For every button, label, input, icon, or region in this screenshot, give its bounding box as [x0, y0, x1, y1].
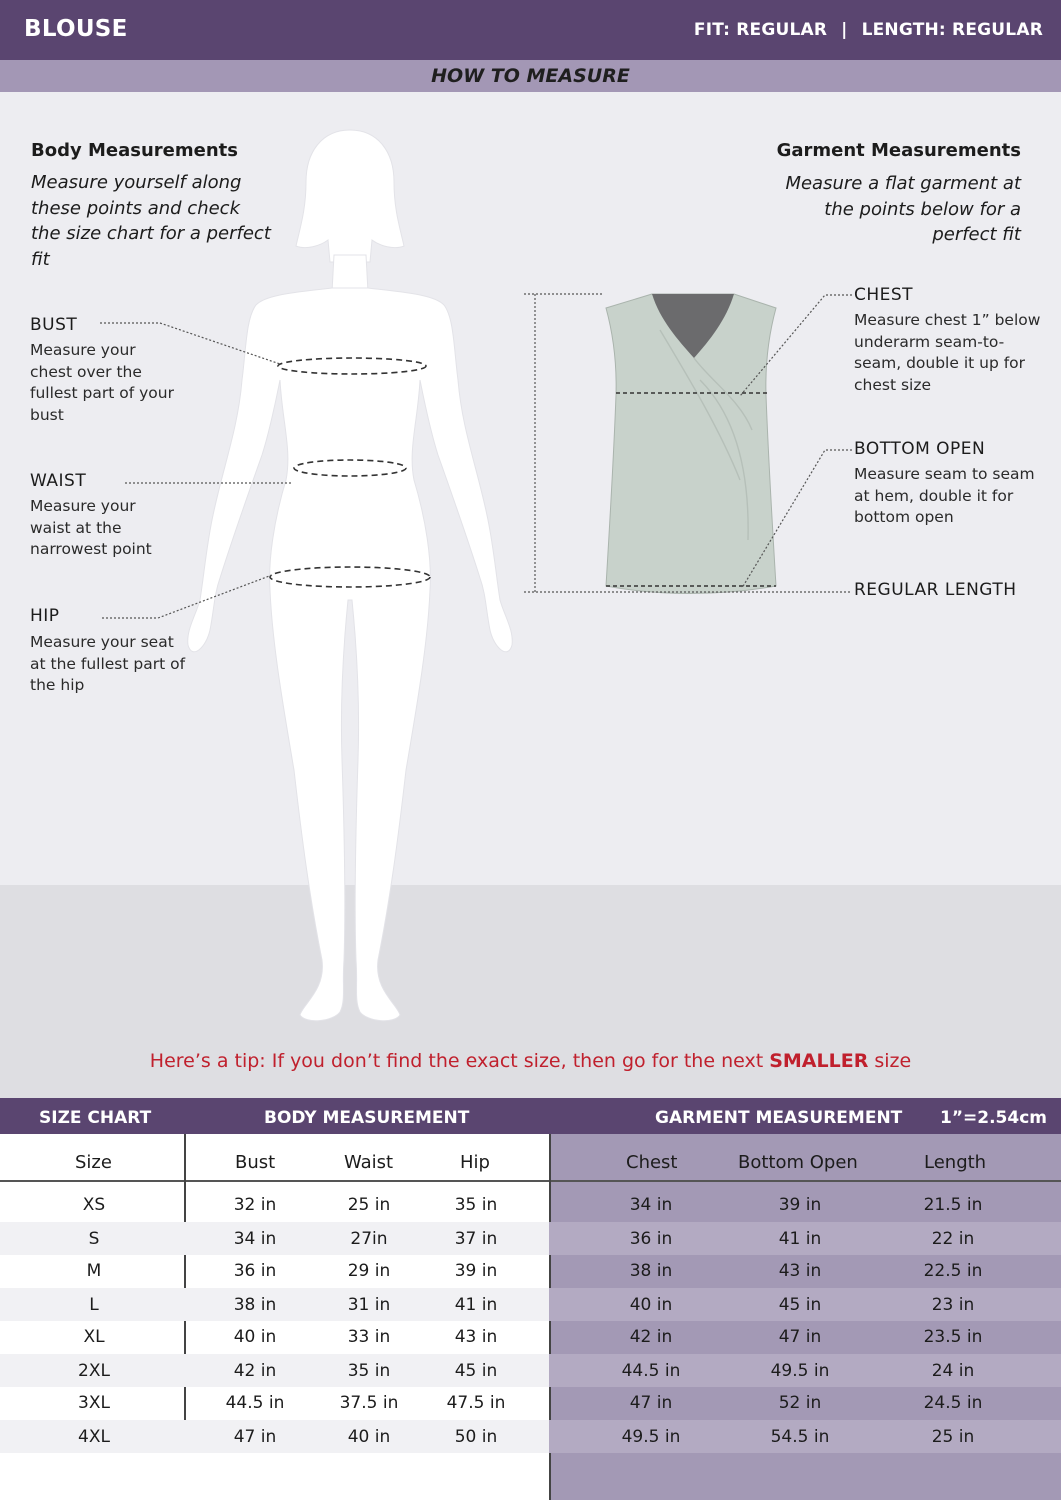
table-cell-bottom-open: 52 in — [778, 1393, 822, 1413]
column-chest: Chest — [626, 1152, 678, 1173]
table-header-divider — [0, 1180, 1061, 1182]
table-cell-length: 22 in — [931, 1229, 975, 1249]
table-cell-waist: 29 in — [347, 1261, 391, 1281]
regular-length-label: REGULAR LENGTH — [854, 580, 1017, 600]
tip-emphasis: SMALLER — [769, 1050, 869, 1072]
bust-label: BUST — [30, 315, 78, 335]
table-cell-length: 23.5 in — [923, 1327, 983, 1347]
table-cell-hip: 35 in — [454, 1195, 498, 1215]
fit-separator: | — [841, 20, 848, 40]
table-row — [0, 1320, 1061, 1353]
table-cell-hip: 50 in — [454, 1427, 498, 1447]
table-cell-bust: 42 in — [233, 1361, 277, 1381]
table-row — [0, 1254, 1061, 1287]
table-cell-size: M — [86, 1261, 102, 1281]
body-measurement-title: BODY MEASUREMENT — [264, 1108, 470, 1128]
table-cell-length: 23 in — [931, 1295, 975, 1315]
fit-label: FIT: REGULAR — [693, 20, 828, 40]
column-hip: Hip — [460, 1152, 490, 1173]
unit-conversion: 1”=2.54cm — [940, 1108, 1047, 1128]
column-waist: Waist — [344, 1152, 394, 1173]
table-cell-waist: 27in — [350, 1229, 388, 1249]
table-cell-bust: 38 in — [233, 1295, 277, 1315]
table-cell-chest: 38 in — [629, 1261, 673, 1281]
bust-description: Measure your chest over the fullest part of your bust — [30, 341, 174, 424]
table-cell-waist: 37.5 in — [339, 1393, 399, 1413]
size-tip — [0, 1050, 1061, 1072]
table-cell-size: S — [88, 1229, 100, 1249]
table-cell-waist: 33 in — [347, 1327, 391, 1347]
table-cell-size: XL — [83, 1327, 105, 1347]
table-cell-bottom-open: 43 in — [778, 1261, 822, 1281]
column-bottom-open: Bottom Open — [738, 1152, 858, 1173]
table-cell-chest: 40 in — [629, 1295, 673, 1315]
table-cell-size: 4XL — [78, 1427, 110, 1447]
chest-description: Measure chest 1” below underarm seam-to-seam, double it up for chest size — [854, 311, 1041, 394]
table-cell-waist: 35 in — [347, 1361, 391, 1381]
tip-suffix: size — [868, 1050, 912, 1072]
table-cell-length: 22.5 in — [923, 1261, 983, 1281]
how-to-measure-title: HOW TO MEASURE — [431, 65, 630, 87]
table-cell-size: L — [89, 1295, 99, 1315]
garment-measurements-heading: Garment Measurements — [776, 140, 1021, 161]
table-cell-bust: 40 in — [233, 1327, 277, 1347]
table-row — [0, 1420, 1061, 1453]
table-cell-bust: 32 in — [233, 1195, 277, 1215]
waist-description: Measure your waist at the narrowest point — [30, 497, 152, 558]
table-row — [0, 1354, 1061, 1387]
table-cell-waist: 40 in — [347, 1427, 391, 1447]
bottom-open-description: Measure seam to seam at hem, double it for bottom open — [854, 465, 1035, 526]
table-cell-length: 21.5 in — [923, 1195, 983, 1215]
table-cell-bust: 44.5 in — [225, 1393, 285, 1413]
chest-label: CHEST — [854, 285, 914, 305]
table-cell-hip: 39 in — [454, 1261, 498, 1281]
table-cell-length: 25 in — [931, 1427, 975, 1447]
table-cell-size: 3XL — [78, 1393, 110, 1413]
table-row — [0, 1222, 1061, 1255]
table-cell-hip: 43 in — [454, 1327, 498, 1347]
table-cell-hip: 37 in — [454, 1229, 498, 1249]
table-cell-length: 24 in — [931, 1361, 975, 1381]
table-row — [0, 1288, 1061, 1321]
waist-label: WAIST — [30, 471, 87, 491]
hip-description: Measure your seat at the fullest part of the hip — [30, 633, 186, 694]
table-cell-bust: 47 in — [233, 1427, 277, 1447]
body-measurements-heading: Body Measurements — [31, 140, 238, 161]
garment-measurements-description: Measure a flat garment at the points below for a perfect fit — [785, 173, 1021, 245]
blouse-icon — [606, 294, 776, 594]
table-cell-bottom-open: 39 in — [778, 1195, 822, 1215]
product-title: BLOUSE — [24, 16, 128, 42]
table-cell-hip: 41 in — [454, 1295, 498, 1315]
hip-label: HIP — [30, 606, 60, 626]
table-cell-size: XS — [82, 1195, 106, 1215]
table-cell-chest: 36 in — [629, 1229, 673, 1249]
size-chart-title: SIZE CHART — [39, 1108, 152, 1128]
table-cell-bottom-open: 47 in — [778, 1327, 822, 1347]
body-measurements-description: Measure yourself along these points and check the size chart for a perfect fit — [31, 172, 271, 270]
table-cell-bust: 36 in — [233, 1261, 277, 1281]
column-length: Length — [924, 1152, 987, 1173]
table-cell-chest: 47 in — [629, 1393, 673, 1413]
hip-leader-line — [102, 575, 272, 618]
table-row — [0, 1386, 1061, 1419]
table-cell-chest: 44.5 in — [621, 1361, 681, 1381]
table-cell-bottom-open: 49.5 in — [770, 1361, 830, 1381]
length-label: LENGTH: REGULAR — [861, 20, 1043, 40]
table-cell-bottom-open: 45 in — [778, 1295, 822, 1315]
table-cell-hip: 45 in — [454, 1361, 498, 1381]
table-cell-chest: 49.5 in — [621, 1427, 681, 1447]
table-cell-hip: 47.5 in — [446, 1393, 506, 1413]
garment-measurement-title: GARMENT MEASUREMENT — [655, 1108, 903, 1128]
table-cell-chest: 42 in — [629, 1327, 673, 1347]
bottom-open-label: BOTTOM OPEN — [854, 439, 986, 459]
column-bust: Bust — [235, 1152, 276, 1173]
table-cell-waist: 25 in — [347, 1195, 391, 1215]
column-size: Size — [75, 1152, 112, 1173]
table-cell-chest: 34 in — [629, 1195, 673, 1215]
table-cell-bottom-open: 41 in — [778, 1229, 822, 1249]
size-chart-header — [0, 1098, 1061, 1134]
table-cell-waist: 31 in — [347, 1295, 391, 1315]
table-cell-length: 24.5 in — [923, 1393, 983, 1413]
table-cell-bottom-open: 54.5 in — [770, 1427, 830, 1447]
table-cell-size: 2XL — [78, 1361, 110, 1381]
tip-prefix: Here’s a tip: If you don’t find the exact size, then go for the next — [149, 1050, 770, 1072]
table-cell-bust: 34 in — [233, 1229, 277, 1249]
table-row — [0, 1188, 1061, 1221]
